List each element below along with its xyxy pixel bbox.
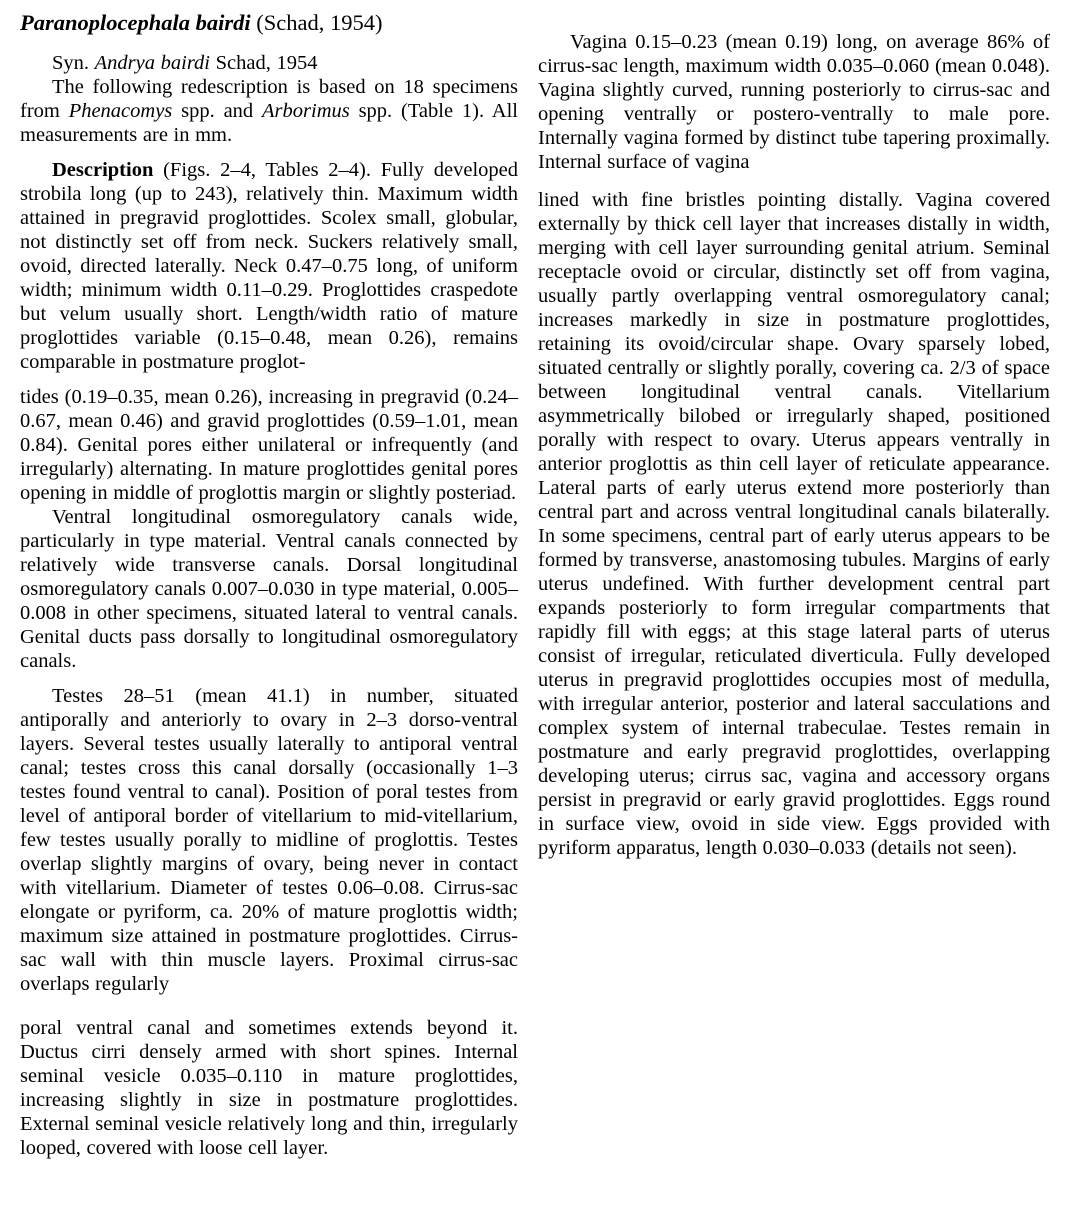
description-label: Description: [52, 159, 154, 181]
description-body: (Figs. 2–4, Tables 2–4). Fully developed strobila long (up to 243), relatively thin. Maximum width attained in pregravid proglottides. Scolex small, globular, not distinctly set off from neck. Suckers relatively small, ovoid, directed laterally. Neck 0.47–0.75 long, of uniform width; minimum width 0.11–0.29. Proglottides craspedote but velum usually short. Length/width ratio of mature proglottides variable (0.15–0.48, mean 0.26), remains comparable in postmature proglot-: [20, 159, 518, 373]
synonymy-authority: Schad, 1954: [210, 52, 318, 74]
vagina-paragraph: Vagina 0.15–0.23 (mean 0.19) long, on average 86% of cirrus-sac length, maximum width 0.035–0.060 (mean 0.048). Vagina slightly curved, running posteriorly to cirrus-sac and opening ventrally or postero-ventrally to male pore. Internally vagina formed by distinct tube tapering proximally. Internal surface of vagina: [538, 31, 1050, 173]
proglottides-ratio-paragraph: tides (0.19–0.35, mean 0.26), increasing in pregravid (0.24–0.67, mean 0.46) and gravid proglottides (0.59–1.01, mean 0.84). Genital pores either unilateral or infrequently (and irregularly) alternating. In mature proglottides genital pores opening in middle of proglottis margin or slightly posteriad.: [20, 386, 518, 504]
species-heading: [20, 10, 518, 36]
intro-paragraph: [20, 75, 518, 147]
species-name: Paranoplocephala bairdi: [20, 10, 251, 35]
left-column: [20, 10, 518, 1160]
intro-text-2: spp. and: [172, 100, 263, 122]
synonymy-line: [20, 51, 518, 75]
testes-paragraph: Testes 28–51 (mean 41.1) in number, situated antiporally and anteriorly to ovary in 2–3 dorso-ventral layers. Several testes usually laterally to antiporal ventral canal; testes cross this canal dorsally (occasionally 1–3 testes found ventral to canal). Position of poral testes from level of antiporal border of vitellarium to mid-vitellarium, few testes usually porally to midline of proglottis. Testes overlap slightly margins of ovary, being never in contact with vitellarium. Diameter of testes 0.06–0.08. Cirrus-sac elongate or pyriform, ca. 20% of mature proglottis width; maximum size attained in postmature proglottides. Cirrus-sac wall with thin muscle layers. Proximal cirrus-sac overlaps regularly: [20, 685, 518, 995]
right-column: [538, 10, 1050, 1160]
intro-text-1: The following redescription is based on 18 specimens from: [20, 76, 518, 122]
genus-name-phenacomys: Phenacomys: [68, 100, 173, 122]
synonym-species-name: Andrya bairdi: [94, 52, 210, 74]
two-column-layout: [20, 10, 1050, 1160]
osmoregulatory-canals-paragraph: Ventral longitudinal osmoregulatory canals wide, particularly in type material. Ventral canals connected by relatively wide transverse canals. Dorsal longitudinal osmoregulatory canals 0.007–0.030 in type material, 0.005–0.008 in other specimens, situated lateral to ventral canals. Genital ducts pass dorsally to longitudinal osmoregulatory canals.: [20, 506, 518, 672]
synonymy-prefix: Syn.: [52, 52, 95, 74]
genus-name-arborimus: Arborimus: [262, 100, 350, 122]
uterus-eggs-paragraph: lined with fine bristles pointing distally. Vagina covered externally by thick cell layer that increases distally in width, merging with cell layer surrounding genital atrium. Seminal receptacle ovoid or circular, distinctly set off from vagina, usually partly overlapping ventral osmoregulatory canal; increases markedly in size in postmature proglottides, retaining its ovoid/circular shape. Ovary sparsely lobed, situated centrally or slightly porally, covering ca. 2/3 of space between longitudinal ventral canals. Vitellarium asymmetrically bilobed or irregularly shaped, positioned porally with respect to ovary. Uterus appears ventrally in anterior proglottis as thin cell layer of reticulate appearance. Lateral parts of early uterus extend more posteriorly than central part and across ventral longitudinal canals bilaterally. In some specimens, central part of early uterus appears to be formed by transverse, anastomosing tubules. Margins of early uterus undefined. With further development central part expands posteriorly to form irregular compartments that rapidly fill with eggs; at this stage lateral parts of uterus consist of irregular, reticulated diverticula. Fully developed uterus in pregravid proglottides occupies most of medulla, with irregular anterior, posterior and lateral sacculations and complex system of internal trabeculae. Testes remain in postmature and early pregravid proglottides, overlapping developing uterus; cirrus sac, vagina and accessory organs persist in pregravid or early gravid proglottides. Eggs round in surface view, ovoid in side view. Eggs provided with pyriform apparatus, length 0.030–0.033 (details not seen).: [538, 189, 1050, 859]
species-authority: (Schad, 1954): [250, 10, 383, 35]
cirrus-sac-paragraph: poral ventral canal and sometimes extends beyond it. Ductus cirri densely armed with short spines. Internal seminal vesicle 0.035–0.110 in mature proglottides, increasing slightly in size in postmature proglottides. External seminal vesicle relatively long and thin, irregularly looped, covered with loose cell layer.: [20, 1017, 518, 1159]
intro-text-3: spp. (Table 1). All measurements are in mm.: [20, 100, 518, 146]
description-paragraph: [20, 158, 518, 374]
